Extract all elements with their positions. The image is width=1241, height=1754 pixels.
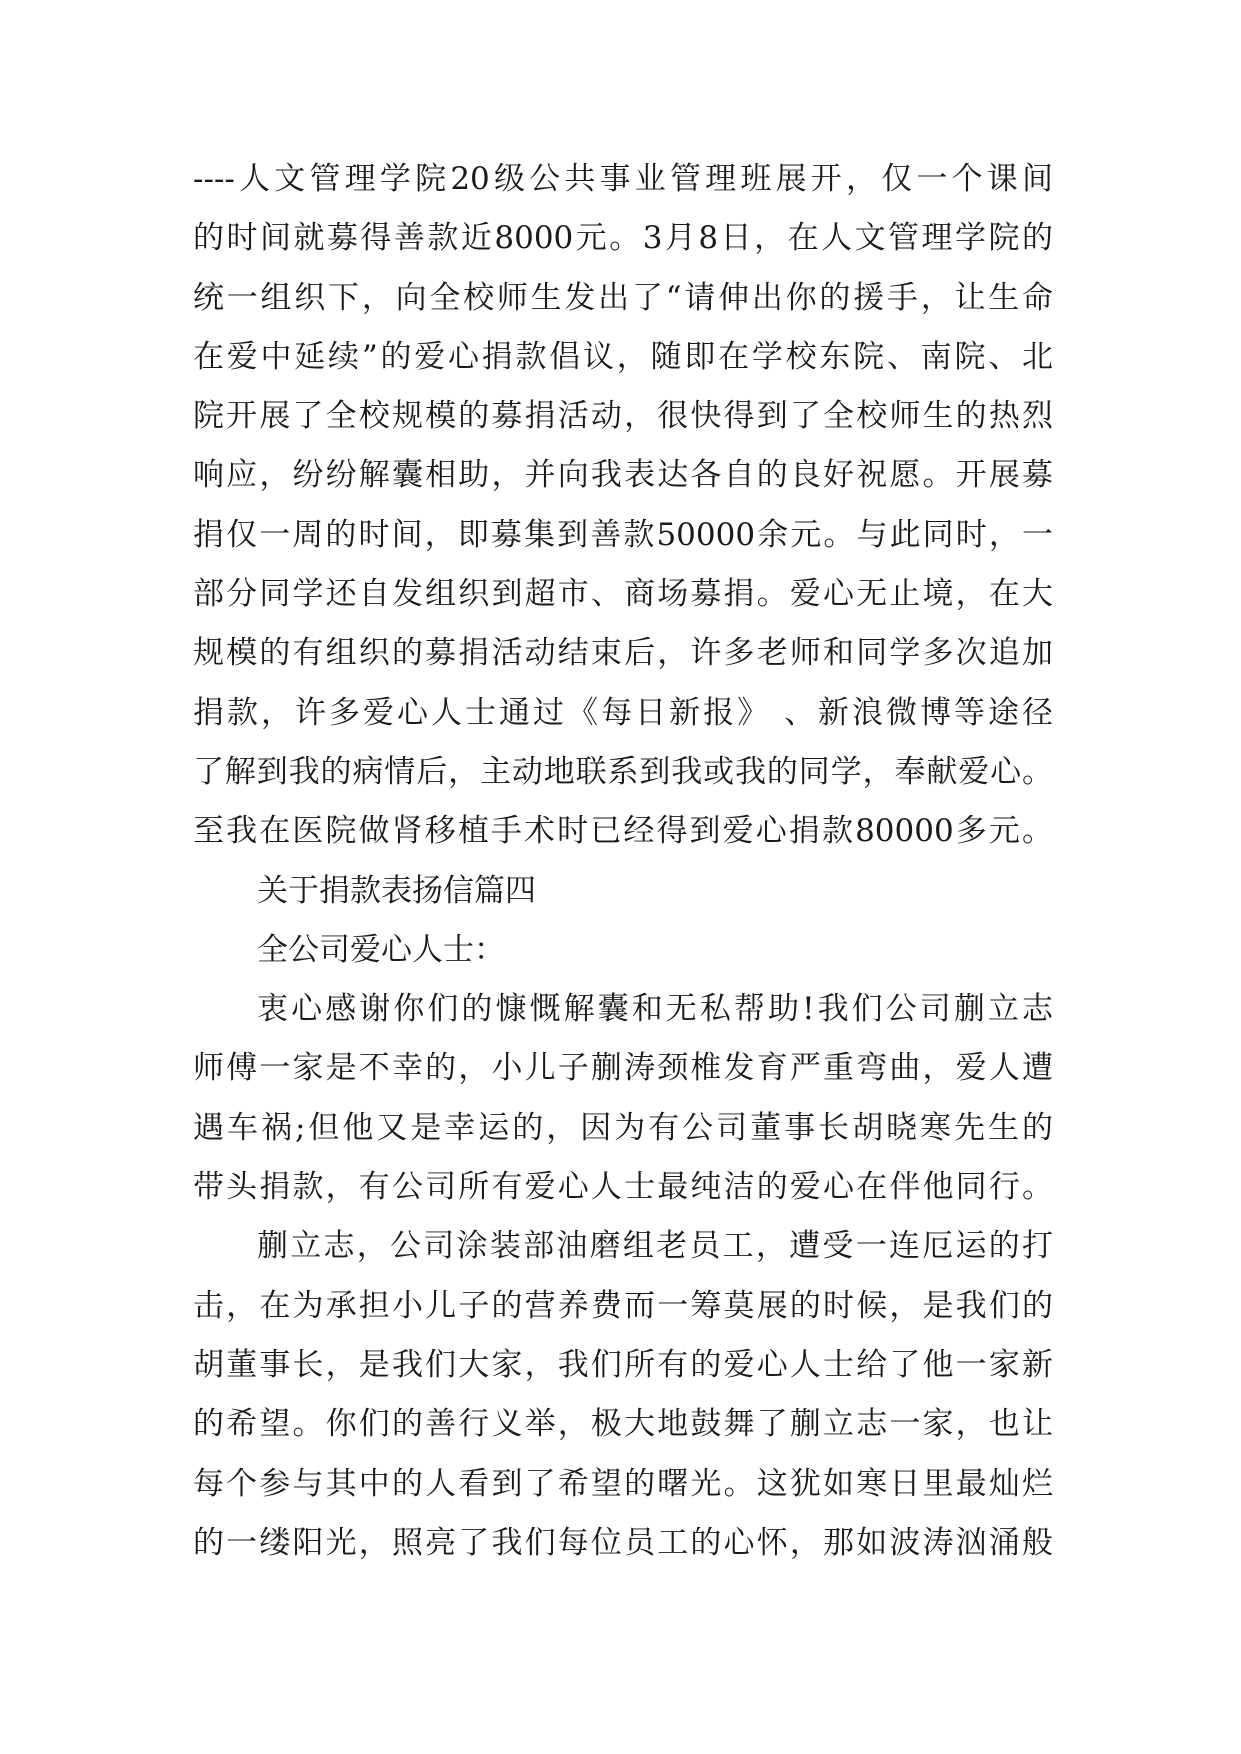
text-line: 带头捐款，有公司所有爱心人士最纯洁的爱心在伴他同行。 (193, 1169, 1053, 1206)
text-line: 的时间就募得善款近8000元。3月8日，在人文管理学院的 (193, 220, 1053, 257)
document-body (193, 150, 1053, 1573)
section-heading: 关于捐款表扬信篇四 (257, 872, 536, 909)
text-line: 在爱中延续”的爱心捐款倡议，随即在学校东院、南院、北 (193, 338, 1053, 375)
text-line: 师傅一家是不幸的，小儿子蒯涛颈椎发育严重弯曲，爱人遭 (193, 1050, 1053, 1087)
text-line: 响应，纷纷解囊相助，并向我表达各自的良好祝愿。开展募 (193, 457, 1053, 494)
text-line: 胡董事长，是我们大家，我们所有的爱心人士给了他一家新 (193, 1346, 1053, 1383)
salutation: 全公司爱心人士： (257, 931, 505, 968)
text-line: 每个参与其中的人看到了希望的曙光。这犹如寒日里最灿烂 (193, 1465, 1053, 1502)
text-line: 捐款，许多爱心人士通过《每日新报》 、新浪微博等途径 (193, 694, 1053, 731)
text-line: 规模的有组织的募捐活动结束后，许多老师和同学多次追加 (193, 635, 1053, 672)
text-line: 捐仅一周的时间，即募集到善款50000余元。与此同时，一 (193, 516, 1053, 553)
text-line: 院开展了全校规模的募捐活动，很快得到了全校师生的热烈 (193, 398, 1053, 435)
text-line: 至我在医院做肾移植手术时已经得到爱心捐款80000多元。 (193, 813, 1053, 850)
text-line: ----人文管理学院20级公共事业管理班展开，仅一个课间 (193, 161, 1053, 197)
text-line: 的希望。你们的善行义举，极大地鼓舞了蒯立志一家，也让 (193, 1406, 1053, 1443)
text-line: 遇车祸;但他又是幸运的，因为有公司董事长胡晓寒先生的 (193, 1109, 1053, 1146)
paragraph-first-line: 衷心感谢你们的慷慨解囊和无私帮助!我们公司蒯立志 (257, 991, 1053, 1028)
text-line: 了解到我的病情后，主动地联系到我或我的同学，奉献爱心。 (193, 753, 1053, 790)
text-line: 部分同学还自发组织到超市、商场募捐。爱心无止境，在大 (193, 576, 1053, 613)
paragraph-first-line: 蒯立志，公司涂装部油磨组老员工，遭受一连厄运的打 (257, 1228, 1053, 1265)
text-line: 的一缕阳光，照亮了我们每位员工的心怀，那如波涛汹涌般 (193, 1524, 1053, 1561)
text-line: 统一组织下，向全校师生发出了“请伸出你的援手，让生命 (193, 279, 1053, 316)
text-line: 击，在为承担小儿子的营养费而一筹莫展的时候，是我们的 (193, 1287, 1053, 1324)
